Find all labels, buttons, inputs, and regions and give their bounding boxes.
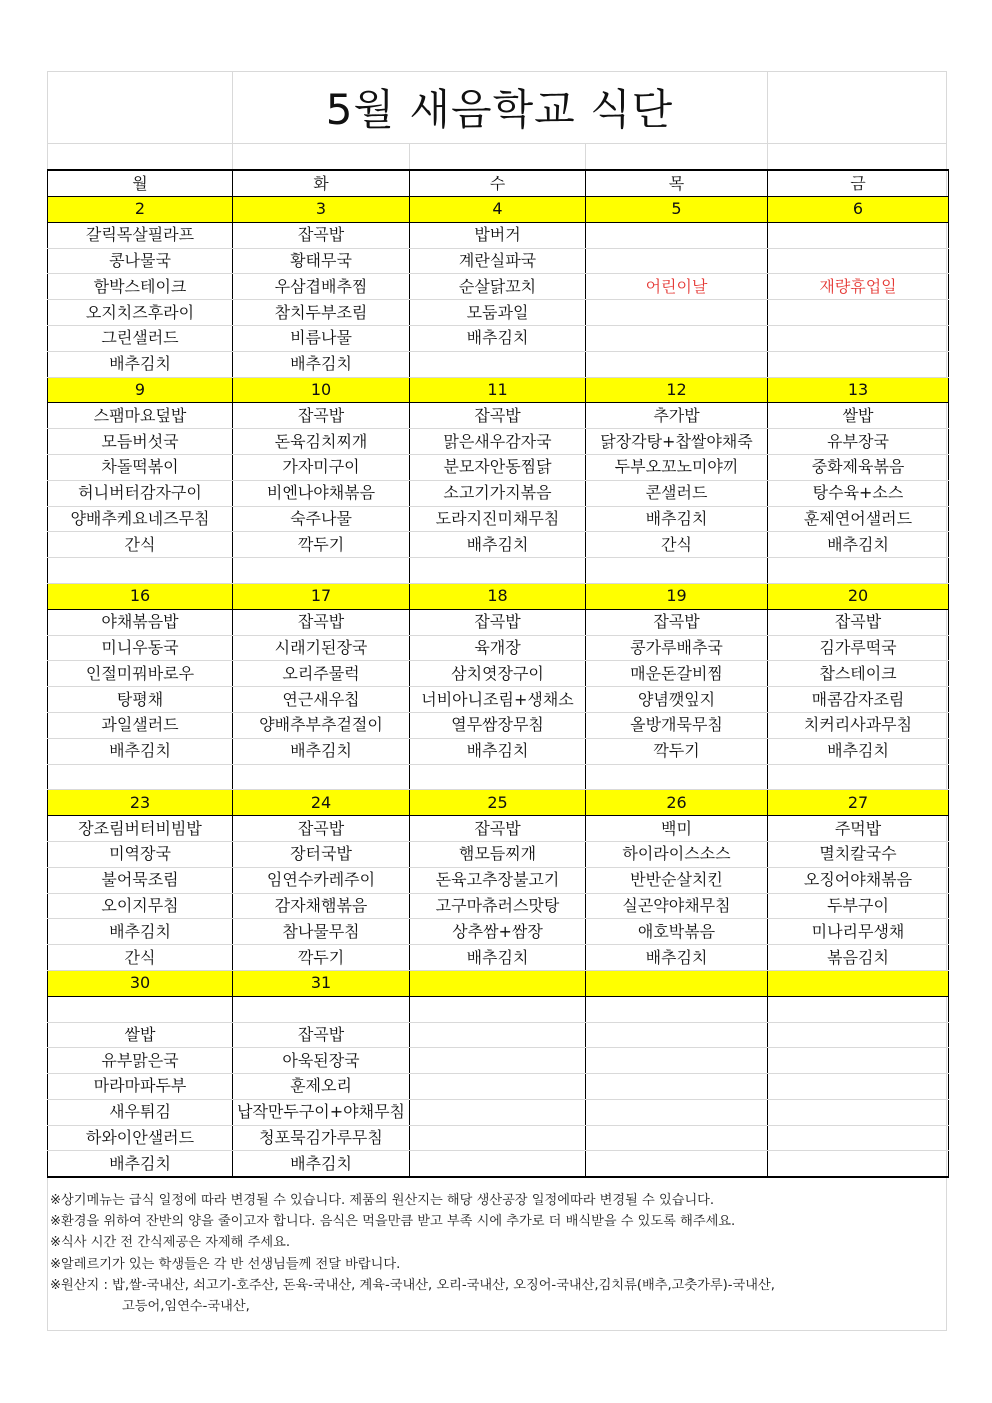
menu-item: 매운돈갈비찜 xyxy=(586,661,768,687)
menu-item xyxy=(768,325,949,351)
menu-item: 삼치엿장구이 xyxy=(410,661,586,687)
date-cell: 17 xyxy=(233,583,410,609)
date-cell: 20 xyxy=(768,583,949,609)
date-cell: 23 xyxy=(48,790,233,816)
note-line: 고등어,임연수-국내산, xyxy=(122,1299,250,1315)
date-cell: 25 xyxy=(410,790,586,816)
menu-row xyxy=(48,429,949,455)
menu-row xyxy=(48,222,949,248)
menu-item: 오지치즈후라이 xyxy=(48,300,233,326)
menu-row xyxy=(48,506,949,532)
empty-cell xyxy=(48,558,233,584)
note-line: ※식사 시간 전 간식제공은 자제해 주세요. xyxy=(50,1235,291,1251)
menu-item: 탕평채 xyxy=(48,687,233,713)
menu-item: 김가루떡국 xyxy=(768,635,949,661)
menu-item xyxy=(586,300,768,326)
grid-line xyxy=(585,143,586,170)
menu-item: 돈육고추장불고기 xyxy=(410,867,586,893)
menu-item: 배추김치 xyxy=(48,738,233,764)
menu-item: 우삼겹배추찜 xyxy=(233,274,410,300)
empty-cell xyxy=(410,558,586,584)
menu-item: 콘샐러드 xyxy=(586,480,768,506)
menu-item: 참치두부조림 xyxy=(233,300,410,326)
weekday-header: 월 xyxy=(48,170,233,197)
menu-item: 분모자안동찜닭 xyxy=(410,454,586,480)
menu-item: 스팸마요덮밥 xyxy=(48,403,233,429)
date-cell: 18 xyxy=(410,583,586,609)
menu-item: 햄모듬찌개 xyxy=(410,841,586,867)
empty-cell xyxy=(48,764,233,790)
menu-item: 배추김치 xyxy=(410,325,586,351)
menu-item xyxy=(768,1099,949,1125)
menu-row xyxy=(48,609,949,635)
menu-item: 훈제오리 xyxy=(233,1074,410,1100)
menu-item: 멸치칼국수 xyxy=(768,841,949,867)
menu-row xyxy=(48,687,949,713)
menu-row xyxy=(48,351,949,377)
menu-item: 치커리사과무침 xyxy=(768,712,949,738)
holiday-label: 어린이날 xyxy=(586,274,768,300)
menu-item: 임연수카레주이 xyxy=(233,867,410,893)
menu-item: 배추김치 xyxy=(48,919,233,945)
menu-item: 깍두기 xyxy=(233,945,410,971)
menu-item: 청포묵김가루무침 xyxy=(233,1125,410,1151)
menu-item: 배추김치 xyxy=(233,738,410,764)
menu-item: 잡곡밥 xyxy=(233,1022,410,1048)
menu-item xyxy=(586,1125,768,1151)
note-line: ※환경을 위하여 잔반의 양을 줄이고자 합니다. 음식은 먹을만큼 받고 부족 시에 추가로 더 배식받을 수 있도록 해주세요. xyxy=(50,1214,736,1230)
meal-table-body xyxy=(48,170,949,1177)
empty-cell xyxy=(586,764,768,790)
note-line: ※상기메뉴는 급식 일정에 따라 변경될 수 있습니다. 제품의 원산지는 해당 생산공장 일정에따라 변경될 수 있습니다. xyxy=(50,1193,715,1208)
empty-cell xyxy=(768,996,949,1022)
date-cell xyxy=(410,970,586,996)
menu-item: 잡곡밥 xyxy=(233,816,410,842)
menu-item xyxy=(768,1151,949,1177)
menu-item xyxy=(768,351,949,377)
menu-row xyxy=(48,274,949,300)
menu-item: 도라지진미채무침 xyxy=(410,506,586,532)
menu-item xyxy=(586,248,768,274)
menu-item xyxy=(410,1151,586,1177)
empty-cell xyxy=(233,764,410,790)
meal-table xyxy=(47,169,949,1178)
menu-item xyxy=(768,248,949,274)
menu-item: 인절미꿔바로우 xyxy=(48,661,233,687)
menu-item: 시래기된장국 xyxy=(233,635,410,661)
menu-row xyxy=(48,635,949,661)
menu-item: 반반순살치킨 xyxy=(586,867,768,893)
menu-row xyxy=(48,1074,949,1100)
menu-item: 배추김치 xyxy=(410,738,586,764)
menu-item xyxy=(410,1125,586,1151)
menu-item: 간식 xyxy=(48,532,233,558)
menu-item: 잡곡밥 xyxy=(233,222,410,248)
menu-item: 함박스테이크 xyxy=(48,274,233,300)
weekday-header: 금 xyxy=(768,170,949,197)
menu-row xyxy=(48,945,949,971)
menu-item: 납작만두구이+야채무침 xyxy=(233,1099,410,1125)
menu-item xyxy=(410,1074,586,1100)
menu-item: 백미 xyxy=(586,816,768,842)
menu-item xyxy=(586,351,768,377)
empty-cell xyxy=(586,558,768,584)
menu-row xyxy=(48,1151,949,1177)
note-line: ※원산지 : 밥,쌀-국내산, 쇠고기-호주산, 돈육-국내산, 계육-국내산, 오리-국내산, 오징어-국내산,김치류(배추,고춧가루)-국내산, xyxy=(50,1277,775,1293)
menu-item: 유부맑은국 xyxy=(48,1048,233,1074)
weekday-header: 화 xyxy=(233,170,410,197)
menu-item: 깍두기 xyxy=(233,532,410,558)
menu-item xyxy=(586,1151,768,1177)
date-cell: 2 xyxy=(48,197,233,223)
menu-item: 미나리무생채 xyxy=(768,919,949,945)
menu-row xyxy=(48,893,949,919)
menu-item: 올방개묵무침 xyxy=(586,712,768,738)
menu-item: 장터국밥 xyxy=(233,841,410,867)
page-title: 5월 새음학교 식단 xyxy=(325,85,674,134)
menu-item: 배추김치 xyxy=(410,532,586,558)
grid-line xyxy=(47,143,947,144)
date-row xyxy=(48,790,949,816)
menu-item xyxy=(586,1074,768,1100)
menu-item: 콩가루배추국 xyxy=(586,635,768,661)
menu-row xyxy=(48,841,949,867)
menu-row xyxy=(48,712,949,738)
menu-item xyxy=(586,325,768,351)
menu-item: 밥버거 xyxy=(410,222,586,248)
menu-item: 잡곡밥 xyxy=(768,609,949,635)
menu-item: 양념깻잎지 xyxy=(586,687,768,713)
weekday-header: 목 xyxy=(586,170,768,197)
menu-item: 과일샐러드 xyxy=(48,712,233,738)
menu-item: 배추김치 xyxy=(768,532,949,558)
menu-item: 허니버터감자구이 xyxy=(48,480,233,506)
menu-row xyxy=(48,738,949,764)
menu-item xyxy=(768,222,949,248)
spacer-row xyxy=(48,996,949,1022)
menu-item xyxy=(768,1125,949,1151)
menu-item: 순살닭꼬치 xyxy=(410,274,586,300)
menu-item: 불어묵조림 xyxy=(48,867,233,893)
date-cell: 3 xyxy=(233,197,410,223)
menu-item xyxy=(768,1074,949,1100)
menu-item: 쌀밥 xyxy=(768,403,949,429)
spacer-row xyxy=(48,558,949,584)
menu-row xyxy=(48,403,949,429)
date-cell: 16 xyxy=(48,583,233,609)
menu-item xyxy=(410,351,586,377)
date-cell xyxy=(586,970,768,996)
menu-item: 비름나물 xyxy=(233,325,410,351)
menu-item: 배추김치 xyxy=(48,351,233,377)
menu-row xyxy=(48,1048,949,1074)
menu-row xyxy=(48,661,949,687)
weekday-header-row xyxy=(48,170,949,197)
date-row xyxy=(48,197,949,223)
date-cell: 19 xyxy=(586,583,768,609)
date-cell: 26 xyxy=(586,790,768,816)
menu-item: 양배추케요네즈무침 xyxy=(48,506,233,532)
menu-item: 배추김치 xyxy=(233,1151,410,1177)
menu-item xyxy=(410,1048,586,1074)
menu-item: 참나물무침 xyxy=(233,919,410,945)
menu-item: 배추김치 xyxy=(586,945,768,971)
date-cell xyxy=(768,970,949,996)
menu-item: 배추김치 xyxy=(48,1151,233,1177)
menu-item: 야채볶음밥 xyxy=(48,609,233,635)
menu-item: 고구마츄러스맛탕 xyxy=(410,893,586,919)
menu-item: 미니우동국 xyxy=(48,635,233,661)
menu-item xyxy=(410,1022,586,1048)
menu-item: 감자채햄볶음 xyxy=(233,893,410,919)
date-row xyxy=(48,583,949,609)
menu-row xyxy=(48,867,949,893)
date-cell: 30 xyxy=(48,970,233,996)
menu-row xyxy=(48,532,949,558)
menu-item xyxy=(768,300,949,326)
empty-cell xyxy=(233,996,410,1022)
menu-item: 황태무국 xyxy=(233,248,410,274)
menu-item: 간식 xyxy=(48,945,233,971)
menu-item: 배추김치 xyxy=(233,351,410,377)
menu-item: 미역장국 xyxy=(48,841,233,867)
empty-cell xyxy=(410,764,586,790)
menu-item: 마라마파두부 xyxy=(48,1074,233,1100)
date-cell: 13 xyxy=(768,377,949,403)
menu-item xyxy=(586,1099,768,1125)
menu-item: 배추김치 xyxy=(410,945,586,971)
menu-item: 양배추부추겉절이 xyxy=(233,712,410,738)
menu-item xyxy=(768,1022,949,1048)
menu-item: 잡곡밥 xyxy=(586,609,768,635)
menu-item: 애호박볶음 xyxy=(586,919,768,945)
weekday-header: 수 xyxy=(410,170,586,197)
menu-item: 소고기가지볶음 xyxy=(410,480,586,506)
date-cell: 9 xyxy=(48,377,233,403)
menu-item: 돈육김치찌개 xyxy=(233,429,410,455)
empty-cell xyxy=(768,764,949,790)
empty-cell xyxy=(586,996,768,1022)
menu-row xyxy=(48,300,949,326)
menu-item: 닭장각탕+찹쌀야채죽 xyxy=(586,429,768,455)
menu-item: 하와이안샐러드 xyxy=(48,1125,233,1151)
menu-row xyxy=(48,248,949,274)
menu-item: 새우튀김 xyxy=(48,1099,233,1125)
menu-item: 실곤약야채무침 xyxy=(586,893,768,919)
note-line: ※알레르기가 있는 학생들은 각 반 선생님들께 전달 바랍니다. xyxy=(50,1256,401,1272)
menu-item: 그린샐러드 xyxy=(48,325,233,351)
menu-item xyxy=(586,1048,768,1074)
menu-item: 추가밥 xyxy=(586,403,768,429)
empty-cell xyxy=(768,558,949,584)
title-row xyxy=(47,71,947,143)
date-cell: 5 xyxy=(586,197,768,223)
menu-row xyxy=(48,1125,949,1151)
spacer-row xyxy=(48,764,949,790)
menu-item xyxy=(586,1022,768,1048)
menu-item: 콩나물국 xyxy=(48,248,233,274)
menu-item: 볶음김치 xyxy=(768,945,949,971)
menu-item xyxy=(410,1099,586,1125)
menu-item: 중화제육볶음 xyxy=(768,454,949,480)
empty-cell xyxy=(233,558,410,584)
menu-item: 상추쌈+쌈장 xyxy=(410,919,586,945)
menu-item: 장조림버터비빔밥 xyxy=(48,816,233,842)
menu-item: 잡곡밥 xyxy=(233,403,410,429)
holiday-label: 재량휴업일 xyxy=(768,274,949,300)
menu-item: 오이지무침 xyxy=(48,893,233,919)
menu-item xyxy=(768,1048,949,1074)
menu-item: 깍두기 xyxy=(586,738,768,764)
menu-item: 갈릭목살필라프 xyxy=(48,222,233,248)
menu-item: 찹스테이크 xyxy=(768,661,949,687)
menu-item: 가자미구이 xyxy=(233,454,410,480)
menu-row xyxy=(48,454,949,480)
menu-item: 비엔나야채볶음 xyxy=(233,480,410,506)
menu-item: 두부구이 xyxy=(768,893,949,919)
date-cell: 4 xyxy=(410,197,586,223)
grid-line xyxy=(409,143,410,170)
menu-item: 배추김치 xyxy=(586,506,768,532)
menu-item: 육개장 xyxy=(410,635,586,661)
menu-row xyxy=(48,480,949,506)
menu-item: 탕수육+소스 xyxy=(768,480,949,506)
menu-item: 잡곡밥 xyxy=(410,609,586,635)
menu-item: 오리주물럭 xyxy=(233,661,410,687)
menu-item: 훈제연어샐러드 xyxy=(768,506,949,532)
menu-item: 오징어야채볶음 xyxy=(768,867,949,893)
menu-item: 배추김치 xyxy=(768,738,949,764)
menu-item: 모듬버섯국 xyxy=(48,429,233,455)
menu-row xyxy=(48,919,949,945)
menu-item: 모둠과일 xyxy=(410,300,586,326)
date-cell: 31 xyxy=(233,970,410,996)
notes xyxy=(50,1190,940,1317)
menu-item: 아욱된장국 xyxy=(233,1048,410,1074)
menu-item: 잡곡밥 xyxy=(410,816,586,842)
menu-item: 차돌떡볶이 xyxy=(48,454,233,480)
date-row xyxy=(48,970,949,996)
date-row xyxy=(48,377,949,403)
menu-item xyxy=(586,222,768,248)
date-cell: 27 xyxy=(768,790,949,816)
menu-item: 간식 xyxy=(586,532,768,558)
menu-item: 숙주나물 xyxy=(233,506,410,532)
menu-item: 잡곡밥 xyxy=(233,609,410,635)
menu-row xyxy=(48,325,949,351)
menu-row xyxy=(48,1022,949,1048)
date-cell: 6 xyxy=(768,197,949,223)
menu-item: 열무쌈장무침 xyxy=(410,712,586,738)
date-cell: 10 xyxy=(233,377,410,403)
menu-item: 계란실파국 xyxy=(410,248,586,274)
menu-item: 쌀밥 xyxy=(48,1022,233,1048)
menu-item: 하이라이스소스 xyxy=(586,841,768,867)
menu-item: 잡곡밥 xyxy=(410,403,586,429)
menu-item: 주먹밥 xyxy=(768,816,949,842)
empty-cell xyxy=(48,996,233,1022)
date-cell: 12 xyxy=(586,377,768,403)
menu-item: 매콤감자조림 xyxy=(768,687,949,713)
date-cell: 11 xyxy=(410,377,586,403)
menu-item: 연근새우칩 xyxy=(233,687,410,713)
menu-item: 맑은새우감자국 xyxy=(410,429,586,455)
menu-item: 유부장국 xyxy=(768,429,949,455)
menu-item: 너비아니조림+생채소 xyxy=(410,687,586,713)
menu-row xyxy=(48,1099,949,1125)
empty-cell xyxy=(410,996,586,1022)
menu-row xyxy=(48,816,949,842)
menu-item: 두부오꼬노미야끼 xyxy=(586,454,768,480)
date-cell: 24 xyxy=(233,790,410,816)
